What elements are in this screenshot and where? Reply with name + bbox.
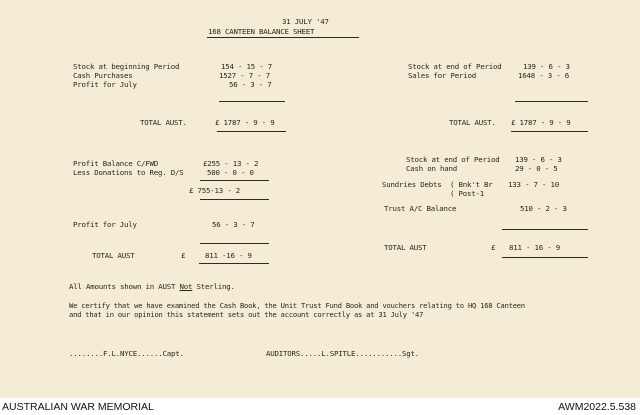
s1-left-total-value: £ 1787 - 9 - 9 [215, 118, 275, 127]
s1-left-rule [219, 101, 285, 102]
certification-line-1: We certify that we have examined the Cash Book, the Unit Trust Fund Book and vouchers relating to HQ 168 Canteen [69, 301, 525, 310]
s1-left-total-label: TOTAL AUST. [140, 118, 187, 127]
s2-left-value-1: £255 - 13 - 2 [203, 159, 259, 168]
s2-right-trust-label: Trust A/C Balance [384, 204, 457, 213]
s2-right-total-value: 811 - 16 - 9 [509, 243, 560, 252]
s1-left-label-1: Stock at beginning Period [73, 62, 180, 71]
currency-note-suffix: Sterling. [192, 282, 235, 291]
s2-left-total-rule [199, 263, 269, 264]
s1-left-value-2: 1527 - 7 - 7 [219, 71, 270, 80]
s2-right-total-currency: £ [491, 243, 496, 252]
s2-left-total-currency: £ [181, 251, 186, 260]
s1-right-total-label: TOTAL AUST. [449, 118, 496, 127]
s2-left-subtotal: £ 755-13 - 2 [189, 186, 240, 195]
s2-left-total-value: 811 -16 - 9 [205, 251, 252, 260]
s1-right-total-rule [511, 131, 588, 132]
s2-left-label-1: Profit Balance C/FWD [73, 159, 158, 168]
signature-auditors: AUDITORS.....L.SPITLE...........Sgt. [266, 349, 419, 358]
footer-accession: AWM2022.5.538 [558, 401, 636, 413]
s2-left-profit-rule [200, 243, 269, 244]
s2-right-sundries-sub2: ( Post-1 [450, 189, 484, 198]
s1-right-value-2: 1648 - 3 - 6 [518, 71, 569, 80]
s2-right-sundries-sub1: ( Bnk't Br [450, 180, 493, 189]
archive-footer [0, 398, 640, 415]
s2-left-value-2: 500 - 0 - 0 [207, 168, 254, 177]
s2-right-trust-value: 510 - 2 - 3 [520, 204, 567, 213]
s1-right-value-1: 139 - 6 - 3 [523, 62, 570, 71]
s2-right-rule [502, 229, 588, 230]
s1-left-total-rule [217, 131, 286, 132]
s2-left-profit-value: 56 - 3 - 7 [212, 220, 255, 229]
s2-right-value-2: 29 - 0 - 5 [515, 164, 558, 173]
header-underline [207, 37, 359, 38]
certification-line-2: and that in our opinion this statement sets out the account correctly as at 31 July '47 [69, 310, 424, 319]
header-date: 31 JULY '47 [282, 17, 329, 26]
s1-right-rule [515, 101, 588, 102]
currency-note-prefix: All Amounts shown in AUST [69, 282, 180, 291]
s2-right-sundries-value: 133 - 7 - 10 [508, 180, 559, 189]
s2-left-total-label: TOTAL AUST [92, 251, 135, 260]
s1-right-label-2: Sales for Period [408, 71, 476, 80]
s2-right-value-1: 139 - 6 - 3 [515, 155, 562, 164]
s1-left-value-1: 154 - 15 - 7 [221, 62, 272, 71]
s1-left-label-2: Cash Purchases [73, 71, 133, 80]
s2-right-total-label: TOTAL AUST [384, 243, 427, 252]
s2-left-profit-label: Profit for July [73, 220, 137, 229]
s2-left-label-2: Less Donations to Reg. D/S [73, 168, 184, 177]
currency-note [69, 282, 235, 291]
s1-right-total-value: £ 1787 - 9 - 9 [511, 118, 571, 127]
currency-note-emphasis: Not [179, 282, 193, 291]
s2-right-label-1: Stock at end of Period [406, 155, 500, 164]
s1-right-label-1: Stock at end of Period [408, 62, 502, 71]
s1-left-label-3: Profit for July [73, 80, 137, 89]
s1-left-value-3: 56 - 3 - 7 [229, 80, 272, 89]
footer-institution: AUSTRALIAN WAR MEMORIAL [2, 401, 154, 413]
signature-officer: ........F.L.NYCE......Capt. [69, 349, 184, 358]
s2-right-label-2: Cash on hand [406, 164, 457, 173]
s2-right-total-rule [502, 257, 588, 258]
s2-right-sundries-label: Sundries Debts [382, 180, 442, 189]
s2-left-subtotal-rule [200, 199, 269, 200]
header-title: 168 CANTEEN BALANCE SHEET [208, 27, 315, 36]
s2-left-rule [200, 180, 269, 181]
